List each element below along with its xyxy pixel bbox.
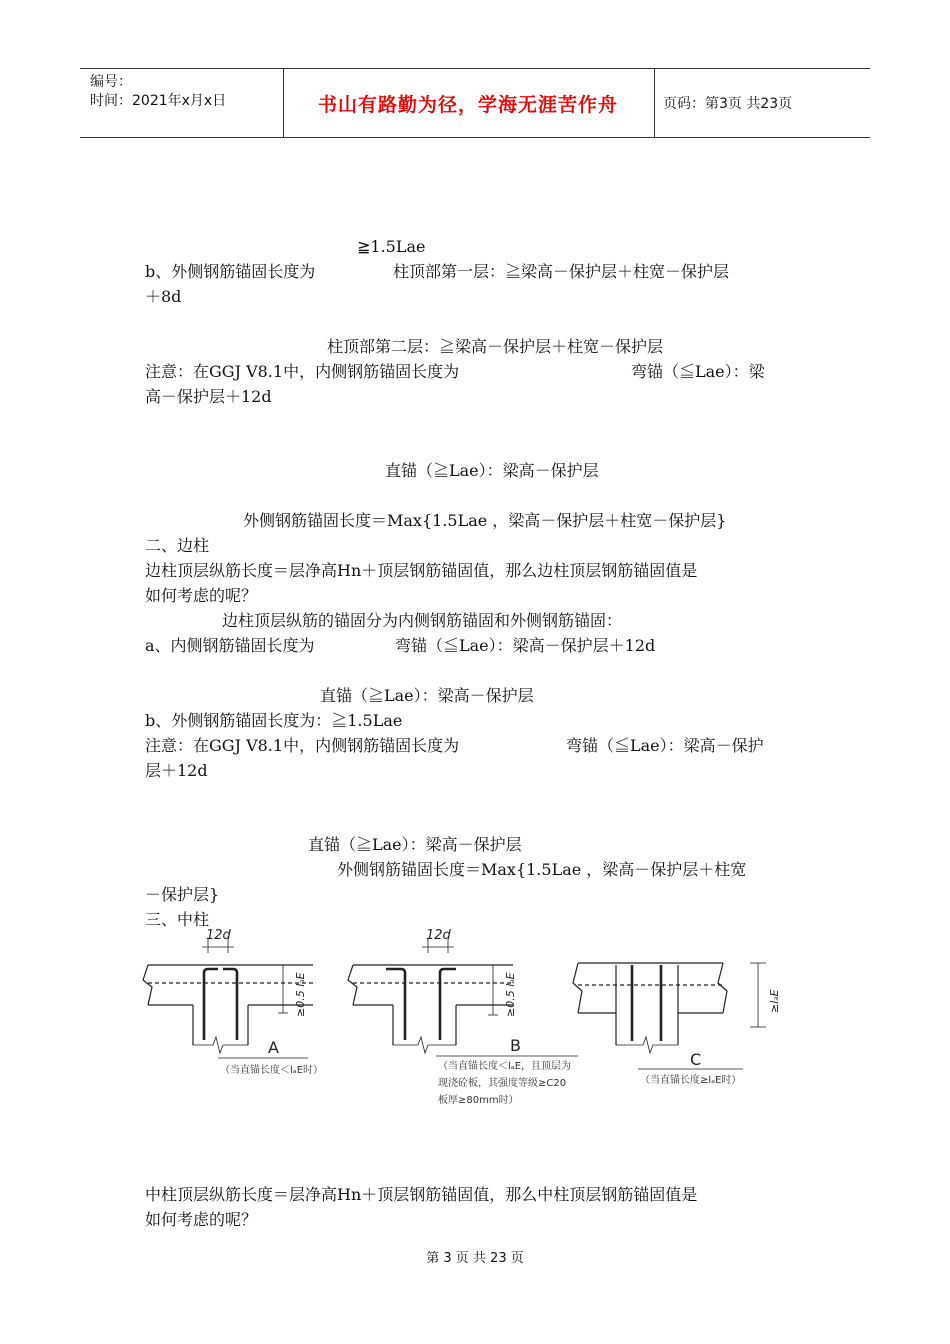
label-a: A	[268, 1038, 279, 1057]
text-line: b、外侧钢筋锚固长度为	[145, 262, 316, 281]
text-line: 中柱顶层纵筋长度＝层净高Hn＋顶层钢筋锚固值，那么中柱顶层钢筋锚固值是	[145, 1185, 698, 1204]
caption-b: 现浇砼板，其强度等级≥C20	[438, 1078, 567, 1089]
dim-label: ≥0.5 lₐE	[504, 972, 517, 1017]
text-line: 外侧钢筋锚固长度＝Max{1.5Lae ，梁高－保护层＋柱宽	[337, 860, 747, 879]
text-line: 柱顶部第二层：≧梁高－保护层＋柱宽－保护层	[327, 337, 664, 356]
header-motto: 书山有路勤为径，学海无涯苦作舟	[317, 93, 618, 116]
diagram-b	[348, 939, 578, 1056]
text-line: 弯锚（≦Lae）：梁高－保护	[566, 736, 764, 755]
text-line: ≧1.5Lae	[357, 237, 426, 256]
caption-a: （当直锚长度＜lₐE时）	[220, 1065, 324, 1076]
text-line: 直锚（≧Lae）：梁高－保护层	[385, 461, 599, 480]
diagram-a	[143, 939, 313, 1058]
text-line: 外侧钢筋锚固长度＝Max{1.5Lae ，梁高－保护层＋柱宽－保护层}	[243, 511, 727, 530]
page-footer: 第 3 页 共 23 页	[426, 1251, 524, 1266]
dim-label: 12d	[206, 928, 231, 943]
section-heading: 二、边柱	[145, 536, 210, 555]
dim-label: ≥0.5 lₐE	[294, 972, 307, 1017]
text-line: 弯锚（≦Lae）：梁	[631, 362, 765, 381]
text-line: b、外侧钢筋锚固长度为：≧1.5Lae	[145, 711, 403, 730]
header-page-info: 页码：第3页 共23页	[663, 96, 793, 112]
text-line: －保护层}	[145, 885, 220, 904]
header-divider	[654, 69, 655, 137]
dim-label: ≥lₐE	[768, 989, 781, 1013]
text-line: 如何考虑的呢？	[145, 1210, 258, 1229]
page-header	[80, 68, 870, 138]
caption-b: （当直锚长度＜lₐE，且顶层为	[438, 1061, 572, 1072]
text-line: 边柱顶层纵筋长度＝层净高Hn＋顶层钢筋锚固值，那么边柱顶层钢筋锚固值是	[145, 561, 698, 580]
number-label: 编号：	[90, 74, 132, 90]
label-b: B	[510, 1036, 521, 1055]
caption-b: 板厚≥80mm时）	[438, 1095, 519, 1106]
section-heading: 三、中柱	[145, 910, 210, 929]
text-line: 如何考虑的呢？	[145, 586, 258, 605]
text-line: 注意：在GGJ V8.1中，内侧钢筋锚固长度为	[145, 362, 460, 381]
text-line: 边柱顶层纵筋的锚固分为内侧钢筋锚固和外侧钢筋锚固：	[222, 611, 623, 630]
text-line: ＋8d	[145, 287, 182, 306]
text-line: 高－保护层＋12d	[145, 387, 272, 406]
text-line: 柱顶部第一层：≧梁高－保护层＋柱宽－保护层	[393, 262, 730, 281]
label-c: C	[690, 1050, 702, 1069]
anchorage-diagram	[138, 925, 818, 1120]
text-line: 弯锚（≦Lae）：梁高－保护层＋12d	[395, 636, 656, 655]
text-line: 层＋12d	[145, 761, 208, 780]
text-line: a、内侧钢筋锚固长度为	[145, 636, 315, 655]
time-label: 时间：2021年x月x日	[90, 93, 227, 109]
text-line: 直锚（≧Lae）：梁高－保护层	[308, 835, 522, 854]
text-line: 直锚（≧Lae）：梁高－保护层	[320, 686, 534, 705]
diagram-c	[573, 963, 766, 1069]
text-line: 注意：在GGJ V8.1中，内侧钢筋锚固长度为	[145, 736, 460, 755]
caption-c: （当直锚长度≥lₐE时）	[640, 1075, 742, 1086]
header-meta	[90, 73, 226, 111]
dim-label: 12d	[426, 928, 451, 943]
